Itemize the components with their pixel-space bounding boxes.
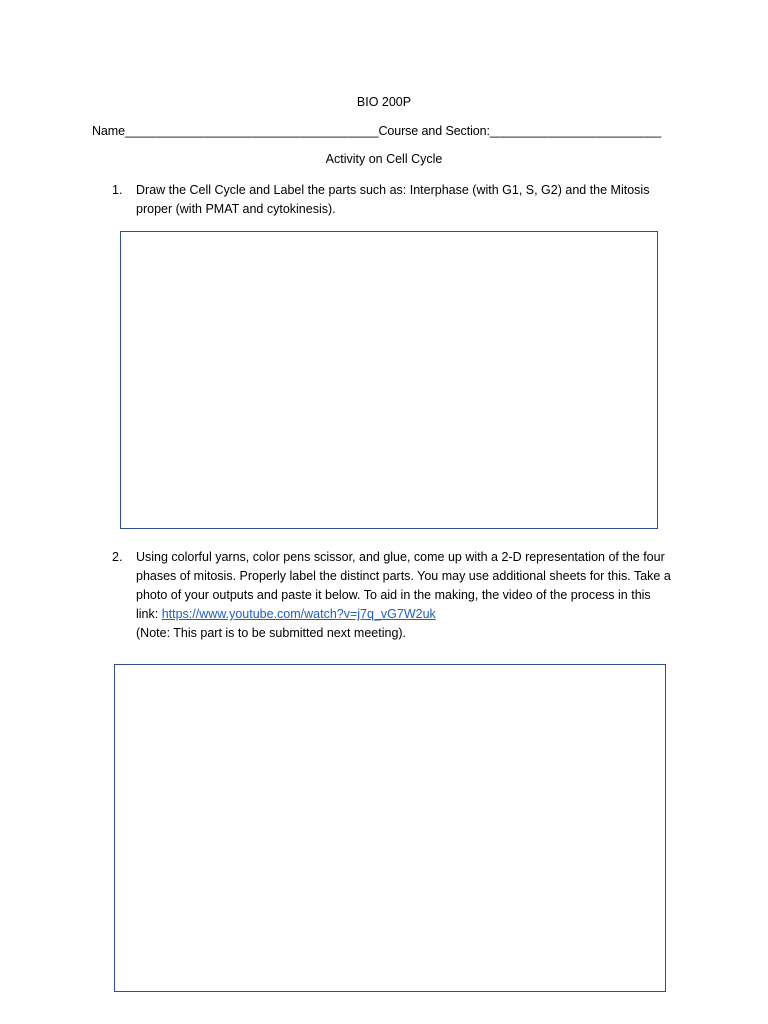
item-text-line: photo of your outputs and paste it below. To aid in the making, the video of the process in this: [136, 588, 651, 602]
video-link[interactable]: https://www.youtube.com/watch?v=j7q_vG7W2uk: [161, 607, 436, 621]
item-text: [136, 548, 696, 643]
item-number: 2.: [112, 550, 123, 564]
link-line: [136, 605, 696, 624]
item-text: Draw the Cell Cycle and Label the parts such as: Interphase (with G1, S, G2) and the Mitosis proper (with PMAT and cytokinesis).: [136, 183, 650, 216]
answer-box-cell-cycle-drawing: [120, 231, 658, 529]
item-text-line: Using colorful yarns, color pens scissor, and glue, come up with a 2-D representation of the four: [136, 550, 665, 564]
activity-title: Activity on Cell Cycle: [325, 152, 443, 166]
item-number: 1.: [112, 183, 123, 197]
course-code: BIO 200P: [356, 95, 412, 109]
link-prefix: link:: [136, 607, 162, 621]
submission-note: (Note: This part is to be submitted next meeting).: [136, 626, 407, 640]
answer-box-mitosis-photo: [114, 664, 666, 992]
item-text-line: phases of mitosis. Properly label the distinct parts. You may use additional sheets for this. Take a: [136, 569, 671, 583]
name-course-section-line: Name_____________________________________Course and Section:_________________________: [92, 124, 662, 138]
